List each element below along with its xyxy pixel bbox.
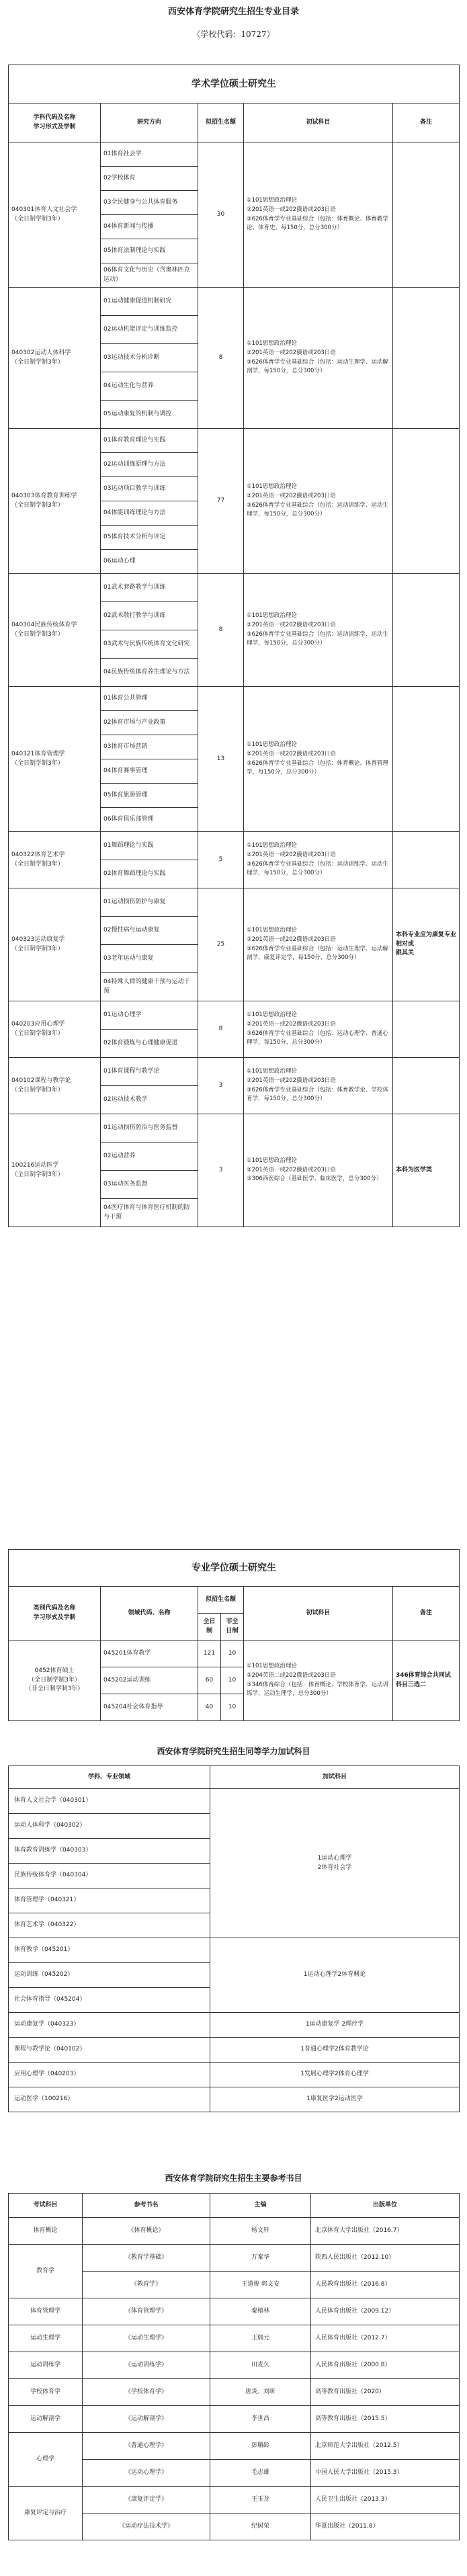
book-row: [9, 2218, 460, 2245]
academic-row: [9, 429, 460, 453]
professional-heading: 专业学位硕士研究生: [9, 1550, 460, 1587]
direction-cell: 03全民健身与公共体育服务: [101, 191, 198, 215]
quota-cell: 8: [198, 574, 244, 687]
academic-row: [9, 687, 460, 711]
prof-note-cell: 346体育综合共同试科目三选二: [393, 1640, 460, 1721]
academic-row: [9, 142, 460, 167]
equiv-major-cell: 运动医学（100216）: [9, 2087, 210, 2112]
exam-cell: ①101思想政治理论 ②201英语一或202俄语或203日语 ③626体育学专业基础综合（包括：运动训练学、运动生理学，每150分，总分300分）: [244, 429, 393, 574]
direction-cell: 06体育文化与历史（含奥林匹克运动）: [101, 263, 198, 288]
direction-cell: 02体育锻炼与心理健康促进: [101, 1030, 198, 1058]
note-cell: [393, 832, 460, 888]
book-publisher-cell: 人民卫生出版社（2013.3）: [311, 2487, 460, 2513]
direction-cell: 02学校体育: [101, 167, 198, 191]
direction-cell: 01运动健康促进机制研究: [101, 288, 198, 316]
book-subject-cell: 心理学: [9, 2433, 83, 2487]
header-direction: 研究方向: [101, 103, 198, 142]
direction-cell: 01体育社会学: [101, 142, 198, 167]
major-cell: 040303体育教育训练学 （全日制学制3年）: [9, 429, 101, 574]
book-publisher-cell: 高等教育出版社（2015.5）: [311, 2406, 460, 2433]
quota-cell: 77: [198, 429, 244, 574]
book-publisher-cell: 中国人民大学出版社（2015.3）: [311, 2460, 460, 2487]
note-cell: [393, 429, 460, 574]
book-row: [9, 2487, 460, 2513]
note-cell: [393, 687, 460, 832]
book-row: [9, 2298, 460, 2325]
book-subject-cell: 体育概论: [9, 2218, 83, 2245]
academic-row: [9, 1114, 460, 1142]
direction-cell: 04医疗体育与体育医疗机制的防与干预: [101, 1199, 198, 1227]
quota-cell: 8: [198, 288, 244, 429]
direction-cell: 02慢性病与运动康复: [101, 917, 198, 945]
academic-heading: 学术学位硕士研究生: [9, 65, 460, 103]
book-title-cell: 《教育学》: [83, 2272, 210, 2298]
book-author-cell: 万秦华: [210, 2245, 311, 2272]
equiv-major-cell: 体育管理学（040321）: [9, 1888, 210, 1913]
prof-header-field: 领域代码、名称: [101, 1587, 198, 1640]
quota-cell: 5: [198, 832, 244, 888]
direction-cell: 01运动损伤防治与医务监督: [101, 1114, 198, 1142]
quota-cell: 3: [198, 1058, 244, 1114]
books-header-book: 参考书名: [83, 2194, 210, 2218]
equiv-subject-cell: 1运动心理学 2体育社会学: [210, 1789, 460, 1938]
exam-cell: ①101思想政治理论 ②201英语一或202俄语或203日语 ③626体育学专业基础综合（包括：体育概论、体育管理学，每150分，总分300分）: [244, 687, 393, 832]
academic-row: [9, 1058, 460, 1086]
prof-full-cell: 60: [198, 1667, 221, 1694]
book-author-cell: 唐炎、刘昕: [210, 2379, 311, 2406]
prof-full-cell: 121: [198, 1640, 221, 1667]
book-publisher-cell: 北京师范大学出版社（2012.5）: [311, 2433, 460, 2460]
book-author-cell: 纪树荣: [210, 2513, 311, 2540]
book-publisher-cell: 人民体育出版社（2009.12）: [311, 2298, 460, 2325]
prof-major-cell: 0452体育硕士 （全日制学制3年） （非全日制学制3年）: [9, 1640, 101, 1721]
books-title: 西安体育学院研究生招生主要参考书目: [165, 2173, 302, 2183]
equiv-header-subject: 加试科目: [210, 1766, 460, 1789]
academic-row: [9, 288, 460, 316]
prof-header-part: 非全日制: [221, 1614, 244, 1640]
academic-row: [9, 1001, 460, 1030]
direction-cell: 01舞蹈理论与实践: [101, 832, 198, 860]
book-author-cell: 彭聃龄: [210, 2433, 311, 2460]
direction-cell: 04体能训练理论与方法: [101, 501, 198, 526]
book-title-cell: 《运动解剖学》: [83, 2406, 210, 2433]
note-cell: 本科为医学类: [393, 1114, 460, 1227]
direction-cell: 02运动机能评定与训练监控: [101, 316, 198, 344]
equiv-subject-cell: 1普通心理学2体育教学论: [210, 2038, 460, 2063]
direction-cell: 01武术套路教学与训练: [101, 574, 198, 602]
school-code: （学校代码：10727）: [192, 30, 275, 39]
note-cell: [393, 288, 460, 429]
equiv-subject-cell: 1运动康复学 2理疗学: [210, 2013, 460, 2038]
equiv-subject-cell: 1运动心理学2体育概论: [210, 1938, 460, 2013]
equiv-row: [9, 2038, 460, 2063]
books-header-author: 主编: [210, 2194, 311, 2218]
direction-cell: 05体育技术分析与评定: [101, 526, 198, 550]
book-title-cell: 《普通心理学》: [83, 2433, 210, 2460]
equiv-major-cell: 民族传统体育学（040304）: [9, 1864, 210, 1888]
prof-header-quota: 拟招生名额: [198, 1587, 244, 1614]
book-subject-cell: 运动生理学: [9, 2325, 83, 2352]
direction-cell: 02体育舞蹈理论与实践: [101, 860, 198, 888]
direction-cell: 05运动康复的机制与调控: [101, 401, 198, 429]
equiv-major-cell: 体育艺术学（040322）: [9, 1913, 210, 1938]
direction-cell: 03运动医务监督: [101, 1171, 198, 1199]
direction-cell: 04体育新闻与传播: [101, 215, 198, 239]
major-cell: 040322体育艺术学 （全日制学制3年）: [9, 832, 101, 888]
direction-cell: 01体育公共管理: [101, 687, 198, 711]
direction-cell: 02武术散打教学与训练: [101, 602, 198, 630]
exam-cell: ①101思想政治理论 ②201英语一或202俄语或203日语 ③306西医综合（基础医学、临床医学，总分300分）: [244, 1114, 393, 1227]
book-author-cell: 王道俊 郭文安: [210, 2272, 311, 2298]
prof-part-cell: 10: [221, 1694, 244, 1721]
header-note: 备注: [393, 103, 460, 142]
direction-cell: 02体育市场与产业政策: [101, 711, 198, 735]
professional-table: [8, 1549, 460, 1721]
equiv-major-cell: 体育教育训练学（040303）: [9, 1839, 210, 1864]
book-publisher-cell: 人民体育出版社（2012.7）: [311, 2325, 460, 2352]
exam-cell: ①101思想政治理论 ②201英语一或202俄语或203日语 ③626体育学专业基础综合（包括：运动训练学、运动生理学，每150分，总分300分）: [244, 574, 393, 687]
direction-cell: 06体育俱乐部管理: [101, 808, 198, 832]
direction-cell: 02运动营养: [101, 1142, 198, 1171]
book-row: [9, 2433, 460, 2460]
equiv-row: [9, 2013, 460, 2038]
prof-field-cell: 045204社会体育指导: [101, 1694, 198, 1721]
equiv-row: [9, 2087, 460, 2112]
major-cell: 100216运动医学 （全日制学制3年）: [9, 1114, 101, 1227]
quota-cell: 8: [198, 1001, 244, 1058]
direction-cell: 03运动项目教学与训练: [101, 477, 198, 501]
book-author-cell: 杨文轩: [210, 2218, 311, 2245]
book-row: [9, 2352, 460, 2379]
major-cell: 040102课程与教学论 （全日制学制3年）: [9, 1058, 101, 1114]
exam-cell: ①101思想政治理论 ②201英语一或202俄语或203日语 ③626体育学专业基础综合（包括：运动训练学、运动生理学，每150分，总分300分）: [244, 832, 393, 888]
direction-cell: 05体育旅游管理: [101, 784, 198, 808]
equiv-title: 西安体育学院研究生招生同等学力加试科目: [157, 1747, 310, 1756]
books-header-subject: 考试科目: [9, 2194, 83, 2218]
equiv-subject-cell: 1康复医学2运动医学: [210, 2087, 460, 2112]
quota-cell: 3: [198, 1114, 244, 1227]
book-row: [9, 2325, 460, 2352]
major-cell: 040203应用心理学 （全日制学制3年）: [9, 1001, 101, 1058]
book-author-cell: 王瑞元: [210, 2325, 311, 2352]
book-row: [9, 2379, 460, 2406]
header-exam: 初试科目: [244, 103, 393, 142]
exam-cell: ①101思想政治理论 ②201英语一或202俄语或203日语 ③626体育学专业基础综合（包括：运动心理学、普通心理学，每150分，总分300分）: [244, 1001, 393, 1058]
major-cell: 040302运动人体科学 （全日制学制3年）: [9, 288, 101, 429]
book-subject-cell: 教育学: [9, 2245, 83, 2298]
direction-cell: 03运动技术分析诊断: [101, 344, 198, 372]
direction-cell: 03体育市场营销: [101, 735, 198, 759]
prof-header-full: 全日制: [198, 1614, 221, 1640]
note-cell: [393, 574, 460, 687]
equiv-major-cell: 应用心理学（040203）: [9, 2063, 210, 2087]
document-title: 西安体育学院研究生招生专业目录: [167, 7, 299, 17]
book-title-cell: 《运动心理学》: [83, 2460, 210, 2487]
major-cell: 040323运动康复学 （全日制学制3年）: [9, 888, 101, 1001]
equiv-major-cell: 运动康复学（040323）: [9, 2013, 210, 2038]
equiv-major-cell: 体育人文社会学（040301）: [9, 1789, 210, 1814]
book-row: [9, 2245, 460, 2272]
quota-cell: 25: [198, 888, 244, 1001]
book-title-cell: 《运动生理学》: [83, 2325, 210, 2352]
prof-exam-cell: ①101思想政治理论 ②204英语二或202俄语或203日语 ③346体育综合（包括：体育概论、学校体育学、运动训练学、运动生理学，总分300分）: [244, 1640, 393, 1721]
direction-cell: 04民族传统体育养生理论与方法: [101, 659, 198, 687]
equiv-major-cell: 体育教学（045201）: [9, 1938, 210, 1963]
prof-header-note: 备注: [393, 1587, 460, 1640]
book-subject-cell: 康复评定与治疗: [9, 2487, 83, 2540]
book-title-cell: 《学校体育学》: [83, 2379, 210, 2406]
book-title-cell: 《康复评定学》: [83, 2487, 210, 2513]
book-subject-cell: 运动训练学: [9, 2352, 83, 2379]
academic-row: [9, 832, 460, 860]
quota-cell: 13: [198, 687, 244, 832]
direction-cell: 02运动训练原理与方法: [101, 453, 198, 477]
direction-cell: 04体育赛事管理: [101, 759, 198, 784]
equiv-major-cell: 运动训练（045202）: [9, 1963, 210, 1988]
direction-cell: 01运动心理学: [101, 1001, 198, 1030]
book-publisher-cell: 华夏出版社（2011.8）: [311, 2513, 460, 2540]
equiv-table: [8, 1765, 460, 2112]
book-publisher-cell: 人民教育出版社（2016.8）: [311, 2272, 460, 2298]
equiv-major-cell: 社会体育指导（045204）: [9, 1988, 210, 2013]
prof-part-cell: 10: [221, 1640, 244, 1667]
equiv-header-major: 学科、专业领域: [9, 1766, 210, 1789]
book-author-cell: 田麦久: [210, 2352, 311, 2379]
book-author-cell: 毛志雄: [210, 2460, 311, 2487]
exam-cell: ①101思想政治理论 ②201英语一或202俄语或203日语 ③626体育学专业基础综合（包括：体育概论、体育教学论、体育史、每150分，总分300分）: [244, 142, 393, 288]
exam-cell: ①101思想政治理论 ②201英语一或202俄语或203日语 ③626体育学专业基础综合（包括：运动生理学、运动解剖学，每150分，总分300分）: [244, 288, 393, 429]
academic-row: [9, 574, 460, 602]
header-quota: 拟招生名额: [198, 103, 244, 142]
prof-field-cell: 045201体育教学: [101, 1640, 198, 1667]
note-cell: [393, 1058, 460, 1114]
book-title-cell: 《运动训练学》: [83, 2352, 210, 2379]
book-title-cell: 《体育管理学》: [83, 2298, 210, 2325]
book-author-cell: 王玉龙: [210, 2487, 311, 2513]
exam-cell: ①101思想政治理论 ②201英语一或202俄语或203日语 ③626体育学专业基础综合（包括：运动生理学、运动解剖学、康复评定学，每150分，总分300分）: [244, 888, 393, 1001]
header-major: 学科代码及名称 学习形式及学制: [9, 103, 101, 142]
book-subject-cell: 运动解剖学: [9, 2406, 83, 2433]
direction-cell: 03武术与民族传统体育文化研究: [101, 630, 198, 659]
book-subject-cell: 体育管理学: [9, 2298, 83, 2325]
direction-cell: 01运动损伤防护与康复: [101, 888, 198, 917]
book-publisher-cell: 陕西人民出版社（2012.10）: [311, 2245, 460, 2272]
major-cell: 040321体育管理学 （全日制学制3年）: [9, 687, 101, 832]
major-cell: 040301体育人文社会学 （全日制学制3年）: [9, 142, 101, 288]
note-cell: 本科专业应为康复专业 相对或 跟其关: [393, 888, 460, 1001]
book-publisher-cell: 人民体育出版社（2000.8）: [311, 2352, 460, 2379]
book-title-cell: 《体育概论》: [83, 2218, 210, 2245]
direction-cell: 02运动技术教学: [101, 1086, 198, 1114]
equiv-major-cell: 课程与教学论（040102）: [9, 2038, 210, 2063]
prof-header-exam: 初试科目: [244, 1587, 393, 1640]
major-cell: 040304民族传统体育学 （全日制学制3年）: [9, 574, 101, 687]
book-publisher-cell: 北京体育大学出版社（2016.7）: [311, 2218, 460, 2245]
direction-cell: 01体育教育理论与实践: [101, 429, 198, 453]
book-title-cell: 《运动疗法技术学》: [83, 2513, 210, 2540]
prof-part-cell: 10: [221, 1667, 244, 1694]
academic-table: [8, 65, 460, 1227]
direction-cell: 06运动心理: [101, 550, 198, 574]
prof-field-cell: 045202运动训练: [101, 1667, 198, 1694]
direction-cell: 04运动生化与营养: [101, 372, 198, 401]
equiv-row: [9, 1938, 460, 1963]
quota-cell: 30: [198, 142, 244, 288]
direction-cell: 01体育课程与教学论: [101, 1058, 198, 1086]
direction-cell: 05体育法制理论与实践: [101, 239, 198, 263]
exam-cell: ①101思想政治理论 ②201英语一或202俄语或203日语 ③626体育学专业基础综合（包括：体育教学论、学校体育学，每150分，总分300分）: [244, 1058, 393, 1114]
equiv-subject-cell: 1发展心理学2体育心理学: [210, 2063, 460, 2087]
professional-row: [9, 1640, 460, 1667]
book-title-cell: 《教育学基础》: [83, 2245, 210, 2272]
note-cell: [393, 142, 460, 288]
book-author-cell: 李世昌: [210, 2406, 311, 2433]
direction-cell: 04特殊人群的健康干预与运动干预: [101, 973, 198, 1001]
equiv-row: [9, 1789, 460, 1814]
prof-header-major: 类别代码及名称 学习形式及学制: [9, 1587, 101, 1640]
book-row: [9, 2406, 460, 2433]
academic-row: [9, 888, 460, 917]
book-author-cell: 秦椿林: [210, 2298, 311, 2325]
book-publisher-cell: 高等教育出版社（2020）: [311, 2379, 460, 2406]
note-cell: [393, 1001, 460, 1058]
book-subject-cell: 学校体育学: [9, 2379, 83, 2406]
equiv-major-cell: 运动人体科学（040302）: [9, 1814, 210, 1839]
equiv-row: [9, 2063, 460, 2087]
books-table: [8, 2193, 460, 2540]
prof-full-cell: 40: [198, 1694, 221, 1721]
direction-cell: 03老年运动与康复: [101, 945, 198, 973]
books-header-publisher: 出版单位: [311, 2194, 460, 2218]
